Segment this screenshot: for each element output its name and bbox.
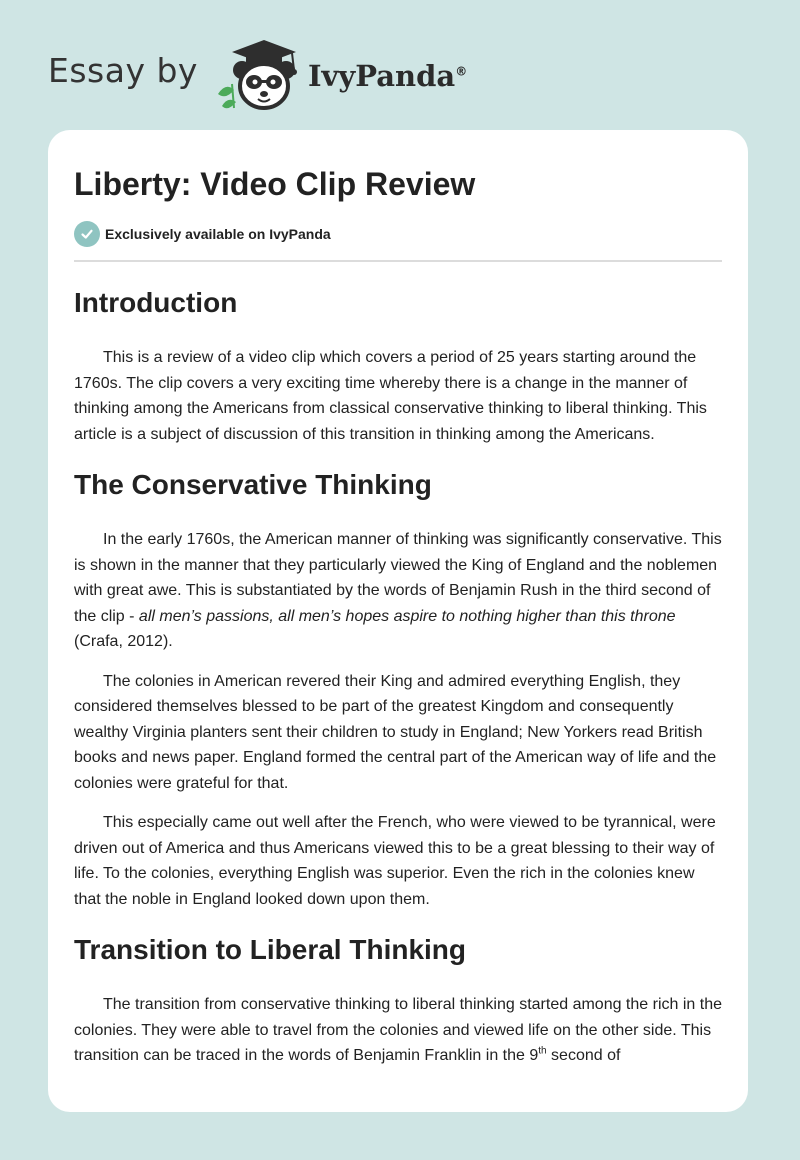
section-heading-conservative-thinking: The Conservative Thinking xyxy=(74,469,432,500)
paragraph: This is a review of a video clip which covers a period of 25 years starting around the 1760s. The clip covers a very exciting time whereby there is a change in the manner of thinking among the Americans from classical conservative thinking to liberal thinking. This article is a subject of discussion of this transition in thinking among the Americans. xyxy=(74,349,707,443)
ordinal-suffix: th xyxy=(538,1045,547,1057)
brand-header xyxy=(48,36,508,112)
paragraph-text: In the early 1760s, the American manner of thinking was significantly conservative. This is shown in the manner that they particularly viewed the King of England and the noblemen with great awe. This is substantiated by the words of Benjamin Rush in the third second of the clip - xyxy=(74,531,722,625)
paragraph-with-quote xyxy=(74,527,722,655)
paragraph-truncated xyxy=(74,992,722,1069)
paragraph-tail: second of xyxy=(546,1047,621,1064)
paragraph: This especially came out well after the French, who were viewed to be tyrannical, were driven out of America and thus Americans viewed this to be a great blessing to their way of life. To the colonies, everything English was superior. Even the rich in the colonies knew that the noble in England looked down upon them. xyxy=(74,814,716,908)
panda-logo-icon[interactable] xyxy=(212,36,306,112)
exclusive-badge-label: Exclusively available on IvyPanda xyxy=(105,226,331,242)
article-title: Liberty: Video Clip Review xyxy=(74,166,476,202)
paragraph: The colonies in American revered their King and admired everything English, they considered themselves blessed to be part of the greatest Kingdom and consequently wealthy Virginia planters sent their children to study in England; New Yorkers read British books and news paper. England formed the central part of the American way of life and the colonies were grateful for that. xyxy=(74,672,717,792)
title-divider xyxy=(74,260,722,262)
brand-prefix: Essay by xyxy=(48,50,198,90)
citation: (Crafa, 2012). xyxy=(74,633,173,650)
brand-name xyxy=(308,59,467,93)
rush-quote: all men’s passions, all men’s hopes aspire to nothing higher than this throne xyxy=(138,607,676,625)
article-card xyxy=(48,130,748,1112)
registered-mark: ® xyxy=(455,64,468,79)
paragraph-text: The transition from conservative thinking to liberal thinking started among the rich in the colonies. They were able to travel from the colonies and viewed life on the other side. This transition can be traced in the words of Benjamin Franklin in the 9 xyxy=(74,996,722,1064)
check-circle-icon xyxy=(74,221,100,247)
section-heading-liberal-thinking: Transition to Liberal Thinking xyxy=(74,934,467,965)
section-heading-introduction: Introduction xyxy=(74,287,238,318)
brand-name-text: IvyPanda xyxy=(307,59,456,93)
exclusive-badge xyxy=(74,221,722,247)
